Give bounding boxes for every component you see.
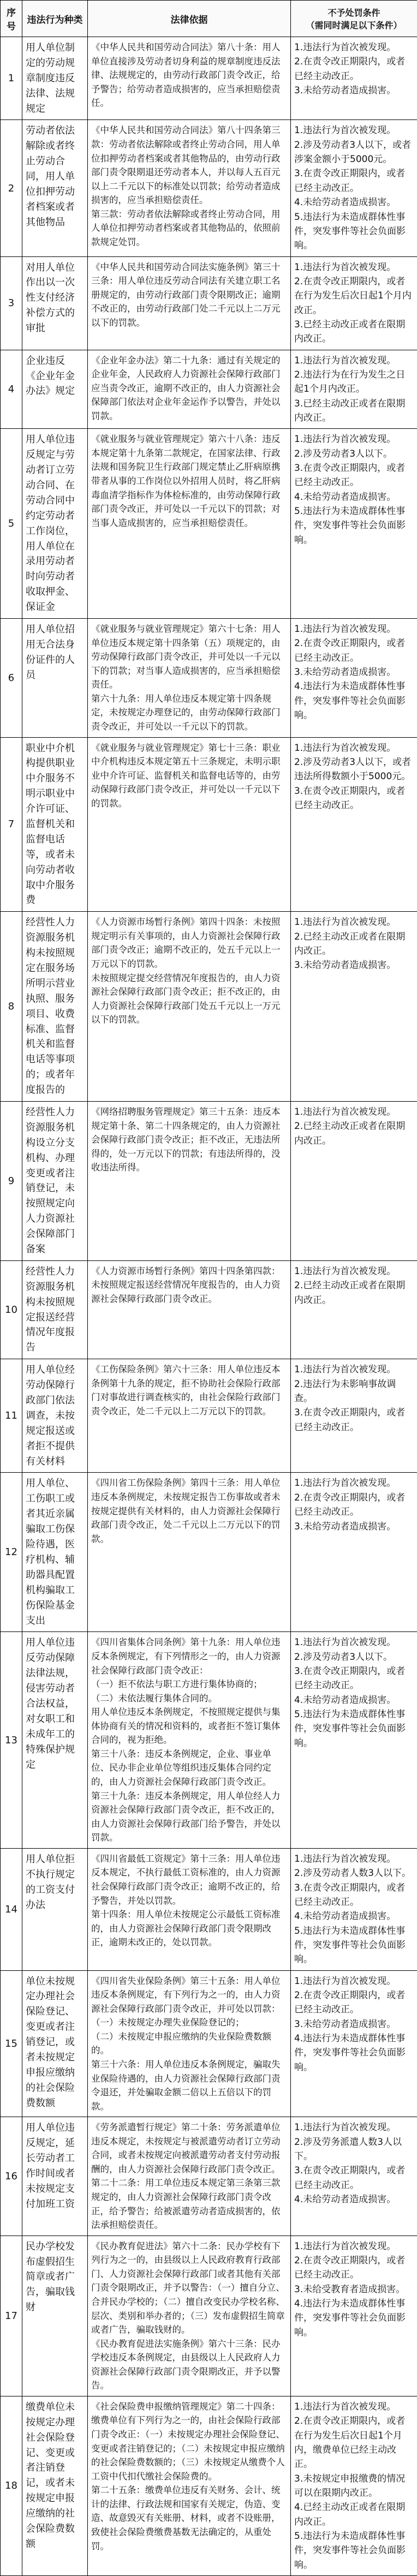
exemption-conditions — [291, 37, 417, 120]
violation-type: 缴费单位未按规定办理社会保险登记、变更或者注销登记，或者未按规定申报应缴纳的社会保险费数额 — [22, 2396, 88, 2575]
row-number: 17 — [1, 2236, 22, 2396]
exemption-conditions — [291, 2396, 417, 2575]
condition-item: 2.已经主动改正或者在限期内改正。 — [294, 1119, 414, 1148]
legal-basis — [88, 619, 291, 738]
condition-item: 2.在责令改正期限内，或者已经主动改正。 — [294, 636, 414, 665]
violation-type: 对用人单位作出以一次性支付经济补偿方式的审批 — [22, 256, 88, 350]
condition-item: 2.在责令改正期限内，或者已经主动改正。 — [294, 1491, 414, 1520]
legal-basis-paragraph: 《民办教育促进法实施条例》第六十三条：民办学校违反本条例规定，由县级以上人民政府人力资源社会保障行政部门责令限期改正，并予以警告。 — [91, 2337, 287, 2393]
condition-item: 4.未给劳动者造成损害。 — [294, 1909, 414, 1923]
violation-type: 用人单位违反劳动保障法律法规，侵害劳动者合法权益，对女职工和未成年工的特殊保护规定 — [22, 1632, 88, 1848]
legal-basis — [88, 1970, 291, 2117]
legal-basis-paragraph: 《四川省失业保险条例》第三十五条：用人单位违反本条例规定，有下列行为之一的，由人力资源社会保障行政部门责令改正，并可处以罚款： — [91, 1974, 287, 2016]
condition-item: 4.已经主动改正或者在限期内改正。 — [294, 2500, 414, 2529]
header-type: 违法行为种类 — [22, 1, 88, 37]
row-number: 2 — [1, 120, 22, 256]
table-body — [1, 37, 417, 2576]
condition-item: 1.违法行为首次被发现。 — [294, 2239, 414, 2254]
condition-item: 2.涉及劳务派遣人数3人以下。 — [294, 2135, 414, 2164]
condition-item: 3.未给劳动者造成损害。 — [294, 1520, 414, 1534]
exemption-conditions — [291, 2236, 417, 2396]
legal-basis — [88, 1359, 291, 1473]
condition-item: 3.在责令改正期限内，或者已经主动改正。 — [294, 166, 414, 195]
table-row — [1, 2396, 417, 2575]
row-number: 10 — [1, 1260, 22, 1359]
condition-item: 4.违法行为未造成群体性事件，突发事件等社会负面影响。 — [294, 2031, 414, 2075]
condition-item: 3.未给劳动者造成损害。 — [294, 83, 414, 98]
violation-type: 职业中介机构提供职业中介服务不明示职业中介许可证、监督机关和监督电话等，或者未向劳动者收取中介服务费 — [22, 737, 88, 912]
table-row — [1, 256, 417, 350]
row-number: 3 — [1, 256, 22, 350]
legal-basis — [88, 429, 291, 619]
condition-item: 5.违法行为未造成群体性事件，突发事件等社会负面影响。 — [294, 210, 414, 253]
row-number: 9 — [1, 1102, 22, 1261]
violation-type: 经营性人力资源服务机构设立分支机构、办理变更或者注销登记，未按照规定向人力资源社会保障部门备案 — [22, 1102, 88, 1261]
table-row — [1, 120, 417, 256]
legal-basis-paragraph: （一）未按规定办理失业保险登记的； — [91, 2016, 287, 2030]
condition-item: 1.违法行为首次被发现。 — [294, 432, 414, 446]
legal-basis-paragraph: 《民办教育促进法》第六十二条：民办学校有下列行为之一的，由县级以上人民政府教育行政部门、人力资源社会保障行政部门或者其他有关部门责令限期改正，并予以警告：（一）擅自分立、合并民办学校的；（二）擅自改变民办学校名称、层次、类别和举办者的；（三）发布虚假招生简章或者广告，骗取钱财的。 — [91, 2239, 287, 2337]
row-number: 13 — [1, 1632, 22, 1848]
table-row — [1, 1260, 417, 1359]
exemption-conditions — [291, 1102, 417, 1261]
legal-basis-paragraph: 《网络招聘服务管理规定》第三十五条：违反本规定第十条、第二十四条规定的，由人力资源社会保障行政部门责令改正；拒不改正，无违法所得的，处一万元以下的罚款；有违法所得的，没收违法所得。 — [91, 1105, 287, 1175]
table-row — [1, 1473, 417, 1632]
violation-type: 用人单位、工伤职工或者其近亲属骗取工伤保险待遇，医疗机构、辅助器具配置机构骗取工伤保险基金支出 — [22, 1473, 88, 1632]
condition-item: 2.涉及劳动者3人以下，或者违法所得数额小于5000元。 — [294, 755, 414, 784]
violation-type: 经营性人力资源服务机构未按照规定报送经营情况年度报告 — [22, 1260, 88, 1359]
violation-type: 劳动者依法解除或者终止劳动合同，用人单位扣押劳动者档案或者其他物品 — [22, 120, 88, 256]
violation-type: 用人单位制定的劳动规章制度违反法律、法规规定 — [22, 37, 88, 120]
condition-item: 1.违法行为首次被发现。 — [294, 2120, 414, 2135]
condition-item: 3.在责令改正期限内，或者已经主动改正。 — [294, 2163, 414, 2192]
row-number: 6 — [1, 619, 22, 738]
condition-item: 1.违法行为首次被发现。 — [294, 354, 414, 368]
exemption-conditions — [291, 256, 417, 350]
condition-item: 3.在责令改正期限内，或者已经主动改正。 — [294, 1664, 414, 1693]
condition-item: 2.在责令改正期限内，或者已经主动改正。 — [294, 1988, 414, 2017]
legal-basis-paragraph: 《中华人民共和国劳动合同法实施条例》第三十三条：用人单位违反劳动合同法有关建立职工名册规定的，由劳动行政部门责令限期改正；逾期不改正的，由劳动行政部门处二千元以上二万元以下的罚款。 — [91, 260, 287, 330]
exemption-conditions — [291, 120, 417, 256]
condition-item: 2.已经主动改正或者在限期内改正。 — [294, 930, 414, 959]
condition-item: 4.未给劳动者造成损害。 — [294, 1693, 414, 1707]
header-law: 法律依据 — [88, 1, 291, 37]
row-number: 4 — [1, 350, 22, 429]
condition-item: 1.违法行为首次被发现。 — [294, 1362, 414, 1377]
legal-basis — [88, 1102, 291, 1261]
condition-item: 2.违法行为在行为发生之日起1个月内改正。 — [294, 368, 414, 397]
condition-item: 1.违法行为首次被发现。 — [294, 260, 414, 274]
exemption-conditions — [291, 619, 417, 738]
legal-basis-paragraph: 《四川省集体合同条例》第十九条：用人单位违反本条例规定，有下列情形之一的，由人力资源社会保障行政部门责令改正： — [91, 1635, 287, 1677]
legal-basis-paragraph: 《工伤保险条例》第六十三条：用人单位违反本条例第十九条的规定，拒不协助社会保险行政部门对事故进行调查核实的，由社会保险行政部门责令改正，处二千元以上二万元以下的罚款。 — [91, 1362, 287, 1418]
row-number: 16 — [1, 2117, 22, 2236]
row-number: 12 — [1, 1473, 22, 1632]
row-number: 18 — [1, 2396, 22, 2575]
legal-basis — [88, 737, 291, 912]
legal-basis-paragraph: 未按照规定提交经营情况年度报告的，由人力资源社会保障行政部门责令改正；拒不改正的，由人力资源社会保障行政部门处五千元以上一万元以下的罚款。 — [91, 971, 287, 1027]
table-row — [1, 1848, 417, 1970]
condition-item: 3.已经主动改正或者在限期内改正。 — [294, 318, 414, 346]
violation-type: 经营性人力资源服务机构未按照规定在服务场所明示营业执照、服务项目、收费标准、监督机关和监督电话等事项的；或者年度报告的 — [22, 912, 88, 1102]
violation-type: 民办学校发布虚假招生简章或者广告，骗取钱财 — [22, 2236, 88, 2396]
condition-item: 5.违法行为未造成群体性事件，突发事件等社会负面影响。 — [294, 2529, 414, 2572]
violation-type: 用人单位招用无合法身份证件的人员 — [22, 619, 88, 738]
legal-basis-paragraph: 《就业服务与就业管理规定》第六十七条：用人单位违反本规定第十四条第（五）项规定的，由劳动保障行政部门责令改正，并可处以一千元以下的罚款；对当事人造成损害的，应当承担赔偿责任。 — [91, 622, 287, 692]
legal-basis — [88, 1260, 291, 1359]
condition-item: 3.未给劳动者造成损害。 — [294, 2017, 414, 2031]
legal-basis — [88, 256, 291, 350]
row-number: 11 — [1, 1359, 22, 1473]
condition-item: 3.未给劳动者造成损害。 — [294, 665, 414, 679]
condition-item: 3.在责令改正期限内，或者已经主动改正。 — [294, 1406, 414, 1435]
legal-basis — [88, 912, 291, 1102]
condition-item: 5.违法行为未造成群体性事件，突发事件等社会负面影响。 — [294, 1924, 414, 1967]
condition-item: 1.违法行为首次被发现。 — [294, 1264, 414, 1278]
table-row — [1, 2117, 417, 2236]
header-cond: 不予处罚条件 （需同时满足以下条件） — [291, 1, 417, 37]
table-row — [1, 1359, 417, 1473]
condition-item: 1.违法行为首次被发现。 — [294, 741, 414, 755]
condition-item: 2.在责令改正期限内，或者已经主动改正。 — [294, 2254, 414, 2282]
condition-item: 3.未给受教育者造成损害。 — [294, 2282, 414, 2297]
condition-item: 5.违法行为未造成群体性事件，突发事件等社会负面影响。 — [294, 1707, 414, 1750]
exemption-conditions — [291, 1473, 417, 1632]
condition-item: 4.未给劳动者造成损害。 — [294, 195, 414, 210]
exemption-conditions — [291, 429, 417, 619]
condition-item: 2.在责令改正期限内，或者已经主动改正。 — [294, 55, 414, 83]
table-row — [1, 2236, 417, 2396]
table-row — [1, 619, 417, 738]
row-number: 8 — [1, 912, 22, 1102]
condition-item: 1.违法行为首次被发现。 — [294, 915, 414, 929]
exemption-conditions — [291, 1359, 417, 1473]
legal-basis-paragraph: 《劳务派遣暂行规定》第二十条：劳务派遣单位违反本规定，未按规定与被派遣劳动者订立劳动合同，或者未按规定向被派遣劳动者支付劳动报酬的，由人力资源社会保障行政部门责令改正。 — [91, 2120, 287, 2176]
violation-type: 用人单位违反规定，延长劳动者工作时间或者未按规定支付加班工资 — [22, 2117, 88, 2236]
condition-item: 3.在责令改正期限内，或者已经主动改正。 — [294, 1881, 414, 1910]
condition-item: 1.违法行为首次被发现。 — [294, 1852, 414, 1866]
legal-basis-paragraph: 第二十二条：用工单位违反本规定第三条第三款规定的，由人力资源社会保障行政部门责令改正，给予警告；给被派遣劳动者造成损害的，依法承担赔偿责任。 — [91, 2176, 287, 2232]
legal-basis-paragraph: 《就业服务与就业管理规定》第六十八条：违反本规定第十九条第二款规定，在国家法律、行政法规和国务院卫生行政部门规定禁止乙肝病原携带者从事的工作岗位以外招用人员时，将乙肝病毒血清学指标作为体检标准的，由劳动保障行政部门责令改正，并可处以一千元以下的罚款；对当事人造成损害的，应当承担赔偿责任。 — [91, 432, 287, 530]
condition-item: 1.违法行为首次被发现。 — [294, 1105, 414, 1119]
legal-basis — [88, 350, 291, 429]
legal-basis-paragraph: （一）拒不依法与职工方进行集体协商的； — [91, 1677, 287, 1692]
violation-type: 用人单位拒不执行规定的工资支付办法 — [22, 1848, 88, 1970]
legal-basis-paragraph: 第三款：劳动者依法解除或者终止劳动合同，用人单位扣押劳动者档案或者其他物品的，依照前款规定处罚。 — [91, 207, 287, 249]
condition-item: 4.违法行为未造成群体性事件，突发事件等社会负面影响。 — [294, 2297, 414, 2340]
legal-basis — [88, 37, 291, 120]
exemption-conditions — [291, 737, 417, 912]
exemption-conditions — [291, 1260, 417, 1359]
table-row — [1, 1632, 417, 1848]
legal-basis-paragraph: （二）未依法履行集体合同的。 — [91, 1692, 287, 1706]
legal-basis-paragraph: （二）未按规定申报应缴纳的失业保险费数额的。 — [91, 2030, 287, 2058]
violation-type: 单位未按规定办理社会保险登记、变更或者注销登记，或者未按规定申报应缴纳的社会保险费数额 — [22, 1970, 88, 2117]
exemption-conditions — [291, 350, 417, 429]
condition-item: 1.违法行为首次被发现。 — [294, 123, 414, 138]
row-number: 14 — [1, 1848, 22, 1970]
condition-item: 1.违法行为首次被发现。 — [294, 40, 414, 55]
legal-basis-paragraph: 第三十九条：违反本条例规定，用人单位经人力资源社会保障行政部门责令改正，拒不改正的，由人力资源社会保障行政部门给予警告，并处以罚款。 — [91, 1789, 287, 1845]
table-row — [1, 1970, 417, 2117]
condition-item: 2.涉及劳动者3人以下。 — [294, 447, 414, 461]
legal-basis-paragraph: 第三十八条：违反本条例规定，企业、事业单位、民办非企业单位等组织违反集体合同约定的，由人力资源社会保障行政部门责令改正。 — [91, 1747, 287, 1789]
condition-item: 1.违法行为首次被发现。 — [294, 1476, 414, 1490]
condition-item: 2.涉及劳动者人数3人以下。 — [294, 1866, 414, 1880]
exemption-conditions — [291, 1848, 417, 1970]
row-number: 15 — [1, 1970, 22, 2117]
exemption-conditions — [291, 1632, 417, 1848]
legal-basis — [88, 2236, 291, 2396]
legal-basis-paragraph: 《中华人民共和国劳动合同法》第八十四条第三款：劳动者依法解除或者终止劳动合同，用人单位扣押劳动者档案或者其他物品的，由劳动行政部门责令限期退还劳动者本人，并以每人五百元以上二千元以下的标准处以罚款；给劳动者造成损害的，应当承担赔偿责任。 — [91, 123, 287, 207]
table-row — [1, 429, 417, 619]
condition-item: 3.已经主动改正或者在限期内改正。 — [294, 397, 414, 426]
condition-item: 1.违法行为首次被发现。 — [294, 1974, 414, 1988]
legal-basis-paragraph: 《四川省最低工资规定》第十三条：用人单位违反本规定，不执行最低工资标准的，由人力资源社会保障行政部门责令改正；逾期不改正的，给予警告，并处以罚款。 — [91, 1852, 287, 1908]
table-row — [1, 37, 417, 120]
legal-basis — [88, 120, 291, 256]
legal-basis-paragraph: 《四川省工伤保险条例》第四十三条：用人单位违反本条例规定，未按规定报告工伤事故或者未按规定提供有关材料的，由人力资源社会保障行政部门责令改正，处二千元以上二万元以下的罚款。 — [91, 1476, 287, 1546]
violation-type: 用人单位经劳动保障行政部门依法调查，未按规定报送或者拒不提供有关材料 — [22, 1359, 88, 1473]
legal-basis-paragraph: 《社会保险费申报缴纳管理规定》第二十四条：缴费单位有下列行为之一的，由社会保险行政部门责令改正：（一）未按规定办理社会保险登记、变更或者注销登记的；（二）未按规定申报应缴纳的社会保险费数额的；（三）未按规定从缴费个人工资中代扣代缴社会保险费的。 — [91, 2400, 287, 2483]
legal-basis-paragraph: 《人力资源市场暂行条例》第四十四条：未按照规定明示有关事项的，由人力资源社会保障行政部门责令改正；逾期不改正的，处五千元以上一万元以下的罚款。 — [91, 915, 287, 971]
condition-item: 2.违法行为未影响事故调查。 — [294, 1377, 414, 1406]
legal-basis-paragraph: 第二十五条：缴费单位违反有关财务、会计、统计的法律、行政法规和国家有关规定，伪造、变造、故意毁灭有关账册、材料，或者不设账册，致使社会保险费缴费基数无法确定的，从重处罚。 — [91, 2483, 287, 2553]
legal-basis — [88, 1848, 291, 1970]
exemption-conditions — [291, 1970, 417, 2117]
legal-basis-paragraph: 《企业年金办法》第二十九条：通过有关规定的企业年金，人民政府人力资源社会保障行政部门应当责令改正，逾期不改正的，由人力资源社会保障部门依法对企业年金运作予以警告，并处以罚款。 — [91, 354, 287, 423]
legal-basis-paragraph: 第三十六条：用人单位违反本条例规定，骗取失业保险待遇的，由人力资源社会保障行政部门责令退还，并处骗取金额二倍以上五倍以下的罚款。 — [91, 2058, 287, 2113]
table-row — [1, 1102, 417, 1261]
condition-item: 4.未给劳动者造成损害。 — [294, 490, 414, 504]
row-number: 5 — [1, 429, 22, 619]
legal-basis-paragraph: 《中华人民共和国劳动合同法》第八十条：用人单位直接涉及劳动者切身利益的规章制度违反法律、法规规定的，由劳动行政部门责令改正，给予警告；给劳动者造成损害的，应当承担赔偿责任。 — [91, 40, 287, 110]
condition-item: 2.涉及劳动者3人以下，或者涉案金额小于5000元。 — [294, 138, 414, 167]
row-number: 7 — [1, 737, 22, 912]
legal-basis — [88, 2117, 291, 2236]
condition-item: 3.在责令改正期限内，或者已经主动改正。 — [294, 461, 414, 490]
exemption-conditions — [291, 2117, 417, 2236]
header-sn: 序号 — [1, 1, 22, 37]
legal-basis-paragraph: 《人力资源市场暂行条例》第四十四条第四款：未按照规定报送经营情况年度报告的，由人力资源社会保障行政部门责令改正。 — [91, 1264, 287, 1306]
exemption-conditions — [291, 912, 417, 1102]
condition-item: 2.在责令改正期限内，或者在行为发生后次日起1个月内改正。 — [294, 274, 414, 318]
condition-item: 2.在责令改正期限内，或者在行为发生后次日起1个月内，缴费单位已经主动改正。 — [294, 2414, 414, 2471]
legal-basis — [88, 1473, 291, 1632]
condition-item: 2.涉及劳动者3人以下。 — [294, 1650, 414, 1664]
condition-item: 3.未给劳动者造成损害。 — [294, 958, 414, 972]
legal-basis-paragraph: 《就业服务与就业管理规定》第七十三条：职业中介机构违反本规定第五十三条规定，未明示职业中介许可证、监督机关和监督电话等的，由劳动保障行政部门责令改正，并可处以一千元以下的罚款。 — [91, 741, 287, 811]
legal-basis-paragraph: 用人单位违反本条例规定，不按照规定提供与集体协商有关的情况和资料的，或者拒不签订集体合同的，视为拒绝。 — [91, 1705, 287, 1747]
condition-item: 1.违法行为首次被发现。 — [294, 2400, 414, 2414]
table-header — [1, 1, 417, 37]
condition-item: 3.未按规定申报缴费的情况可以在限期内改正。 — [294, 2472, 414, 2501]
condition-item: 1.违法行为首次被发现。 — [294, 1635, 414, 1649]
legal-basis — [88, 1632, 291, 1848]
condition-item: 4.未给劳动者造成损害。 — [294, 2192, 414, 2207]
legal-basis-paragraph: 第十四条：用人单位未按规定公示最低工资标准的，由人力资源社会保障行政部门责令限期改正，逾期未改正的，处以罚款。 — [91, 1908, 287, 1950]
violation-type: 用人单位违反规定与劳动者订立劳动合同、在劳动合同中约定劳动者工作岗位，用人单位在录用劳动者时向劳动者收取押金、保证金 — [22, 429, 88, 619]
table-row — [1, 737, 417, 912]
row-number: 1 — [1, 37, 22, 120]
table-row — [1, 350, 417, 429]
table-row — [1, 912, 417, 1102]
condition-item: 4.违法行为未造成群体性事件，突发事件等社会负面影响。 — [294, 679, 414, 722]
condition-item: 5.违法行为未造成群体性事件，突发事件等社会负面影响。 — [294, 504, 414, 547]
condition-item: 2.已经主动改正或者在限期内改正。 — [294, 1278, 414, 1307]
legal-basis-paragraph: 第六十九条：用人单位违反本规定第十四条规定，未按规定办理登记的，由劳动保障行政部门责令改正，并可处以一千元以下的罚款。 — [91, 692, 287, 734]
condition-item: 3.在责令改正期限内，或者已经主动改正。 — [294, 784, 414, 813]
legal-basis — [88, 2396, 291, 2575]
condition-item: 1.违法行为首次被发现。 — [294, 622, 414, 636]
violation-type: 企业违反《企业年金办法》规定 — [22, 350, 88, 429]
